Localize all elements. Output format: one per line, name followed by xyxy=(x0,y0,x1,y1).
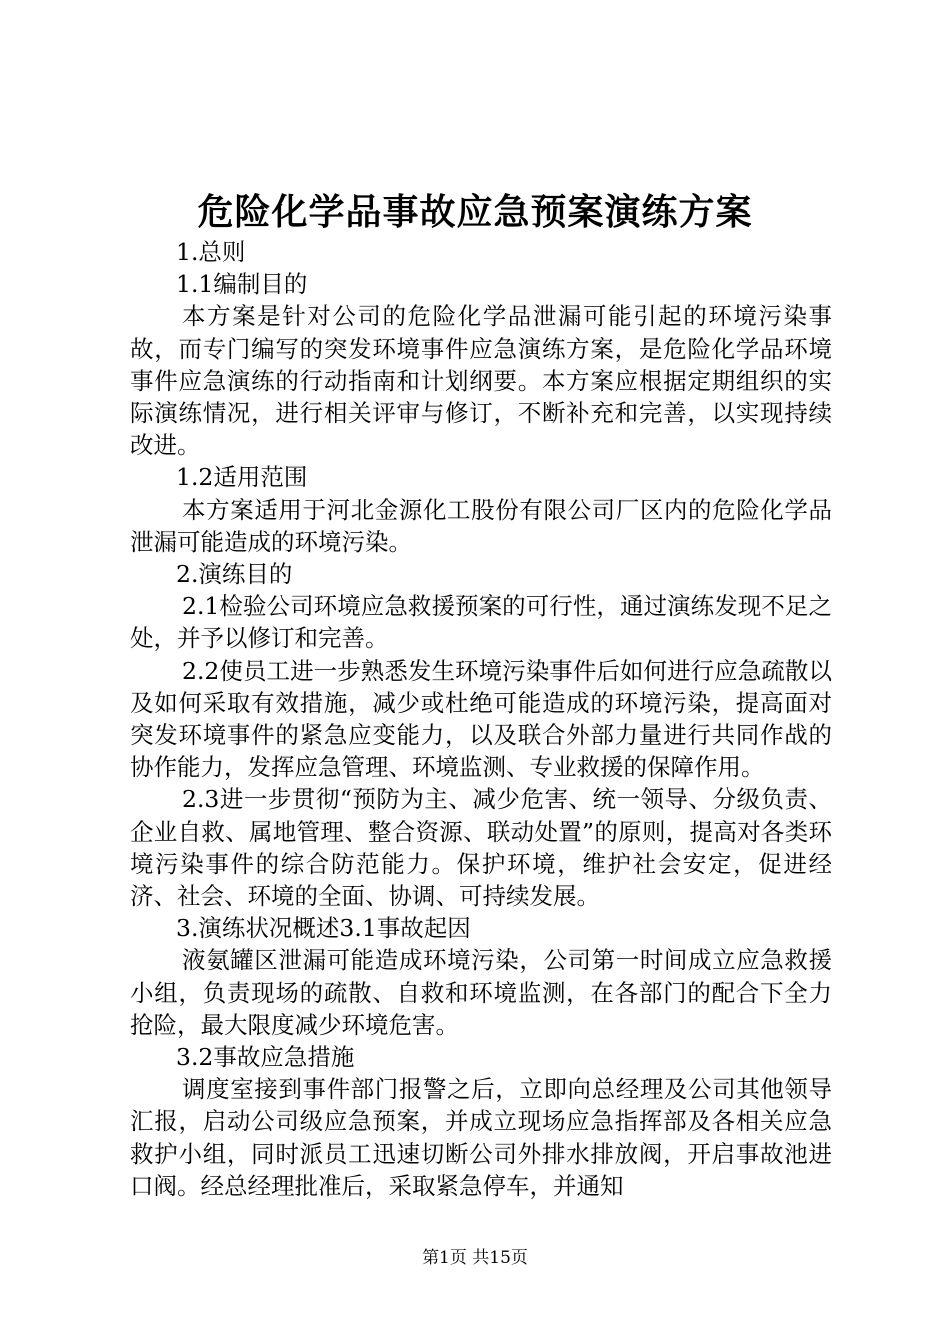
heading-drill-objective: 2.演练目的 xyxy=(176,560,293,589)
heading-drill-overview: 3.演练状况概述3.1事故起因 xyxy=(176,914,471,943)
heading-emergency-measures: 3.2事故应急措施 xyxy=(176,1043,355,1072)
page-footer: 第1页 共15页 xyxy=(422,1248,528,1268)
paragraph-objective-2-2: 2.2使员工进一步熟悉发生环境污染事件后如何进行应急疏散以及如何采取有效措施，减少或杜绝可能造成的环境污染，提高面对突发环境事件的紧急应变能力，以及联合外部力量进行共同作战的协作能力，发挥应急管理、环境监测、专业救援的保障作用。 xyxy=(130,656,832,782)
paragraph-emergency-measures: 调度室接到事件部门报警之后，立即向总经理及公司其他领导汇报，启动公司级应急预案，并成立现场应急指挥部及各相关应急救护小组，同时派员工迅速切断公司外排水排放阀，开启事故池进口阀。经总经理批准后，采取紧急停车，并通知 xyxy=(130,1075,832,1200)
document-body xyxy=(130,236,832,1202)
document-title: 危险化学品事故应急预案演练方案 xyxy=(197,191,753,233)
paragraph-objective-2-3: 2.3进一步贯彻“预防为主、减少危害、统一领导、分级负责、企业自救、属地管理、整合资源、联动处置”的原则，提高对各类环境污染事件的综合防范能力。保护环境，维护社会安定，促进经济、社会、环境的全面、协调、可持续发展。 xyxy=(130,785,832,911)
heading-scope: 1.2适用范围 xyxy=(176,463,308,492)
paragraph-purpose: 本方案是针对公司的危险化学品泄漏可能引起的环境污染事故，而专门编写的突发环境事件应急演练方案，是危险化学品环境事件应急演练的行动指南和计划纲要。本方案应根据定期组织的实际演练情况，进行相关评审与修订，不断补充和完善，以实现持续改进。 xyxy=(130,302,832,460)
paragraph-scope: 本方案适用于河北金源化工股份有限公司厂区内的危险化学品泄漏可能造成的环境污染。 xyxy=(130,495,832,556)
heading-purpose: 1.1编制目的 xyxy=(176,270,308,299)
paragraph-objective-2-1: 2.1检验公司环境应急救援预案的可行性，通过演练发现不足之处，并予以修订和完善。 xyxy=(130,592,832,653)
heading-general: 1.总则 xyxy=(176,238,246,266)
paragraph-accident-cause: 液氨罐区泄漏可能造成环境污染，公司第一时间成立应急救援小组，负责现场的疏散、自救和环境监测，在各部门的配合下全力抢险，最大限度减少环境危害。 xyxy=(130,946,832,1039)
